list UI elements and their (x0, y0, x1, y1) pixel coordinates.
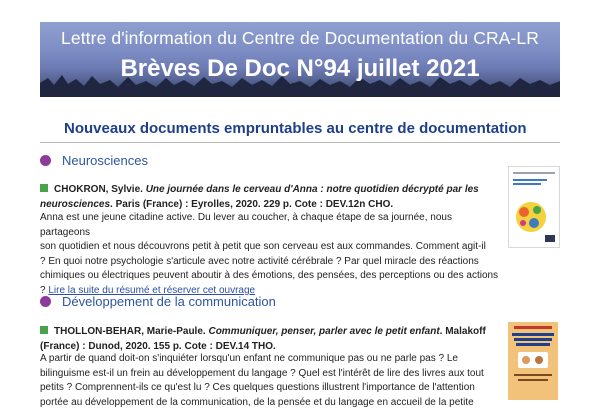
read-more-link[interactable]: Lire la suite du résumé et réserver cet ouvrage (48, 284, 256, 296)
green-square-icon (40, 184, 48, 192)
summary-line: Anna est une jeune citadine active. Du lever au coucher, à chaque étape de sa journée, nous partageons (40, 212, 452, 238)
book-cover-1[interactable] (508, 166, 560, 248)
book-entry-1 (40, 182, 500, 212)
summary-line: ? En quoi notre psychologie s'articule avec notre activité cérébrale ? Par quel miracle des réactions (40, 255, 479, 267)
summary-line: ? (40, 284, 46, 296)
brain-cover-illustration (509, 167, 559, 247)
book-author: THOLLON-BEHAR, Marie-Paule. (54, 326, 206, 337)
summary-line: bilinguisme est-il un frein au développement du langage ? Quel est l'intérêt de lire des livres aux tout (40, 367, 484, 379)
purple-bullet-icon (40, 155, 51, 166)
newsletter-banner (40, 22, 560, 97)
section-title: Nouveaux documents empruntables au centre de documentation (64, 120, 527, 137)
summary-line: petits ? Comprennent-ils ce qu'est lu ? Ces quelques questions illustrent l'importance de l'attention (40, 382, 475, 394)
book-summary-1 (40, 211, 500, 299)
book-author: CHOKRON, Sylvie. (54, 184, 143, 195)
summary-line: son quotidien et nous découvrons petit à petit que son cerveau est aux commandes. Comment agit-il (40, 241, 486, 253)
book-summary-2 (40, 352, 500, 410)
category-label: Neurosciences (62, 153, 148, 168)
banner-subtitle: Lettre d'information du Centre de Documentation du CRA-LR (61, 28, 539, 48)
summary-line: A partir de quand doit-on s'inquiéter lorsqu'un enfant ne communique pas ou ne parle pas ? Le (40, 353, 458, 364)
banner-title: Brèves De Doc N°94 juillet 2021 (120, 55, 480, 82)
summary-line: portée au développement de la communication, de la pensée et du langage en accueil de la petite (40, 396, 474, 408)
book-entry-2 (40, 324, 500, 354)
green-square-icon (40, 326, 48, 334)
category-label: Développement de la communication (62, 294, 276, 309)
purple-bullet-icon (40, 296, 51, 307)
book-title: Communiquer, penser, parler avec le petit enfant (208, 326, 440, 337)
book-cover-2[interactable] (508, 322, 558, 400)
book-publication: . Paris (France) : Eyrolles, 2020. 229 p. Cote : DEV.12n CHO. (110, 199, 394, 210)
category-communication (40, 294, 276, 309)
summary-line: chimiques ou électriques peuvent aboutir à des émotions, des pensées, des perceptions ou des actions (40, 270, 499, 282)
book-publication: . Malakoff (France) : Dunod, 2020. 155 p. Cote : DEV.14 THO. (40, 326, 486, 352)
category-neurosciences (40, 153, 148, 168)
section-divider (40, 142, 560, 143)
communication-cover-illustration (508, 322, 558, 400)
book-title: Une journée dans le cerveau d'Anna : notre quotidien décrypté par les neurosciences (40, 184, 479, 210)
